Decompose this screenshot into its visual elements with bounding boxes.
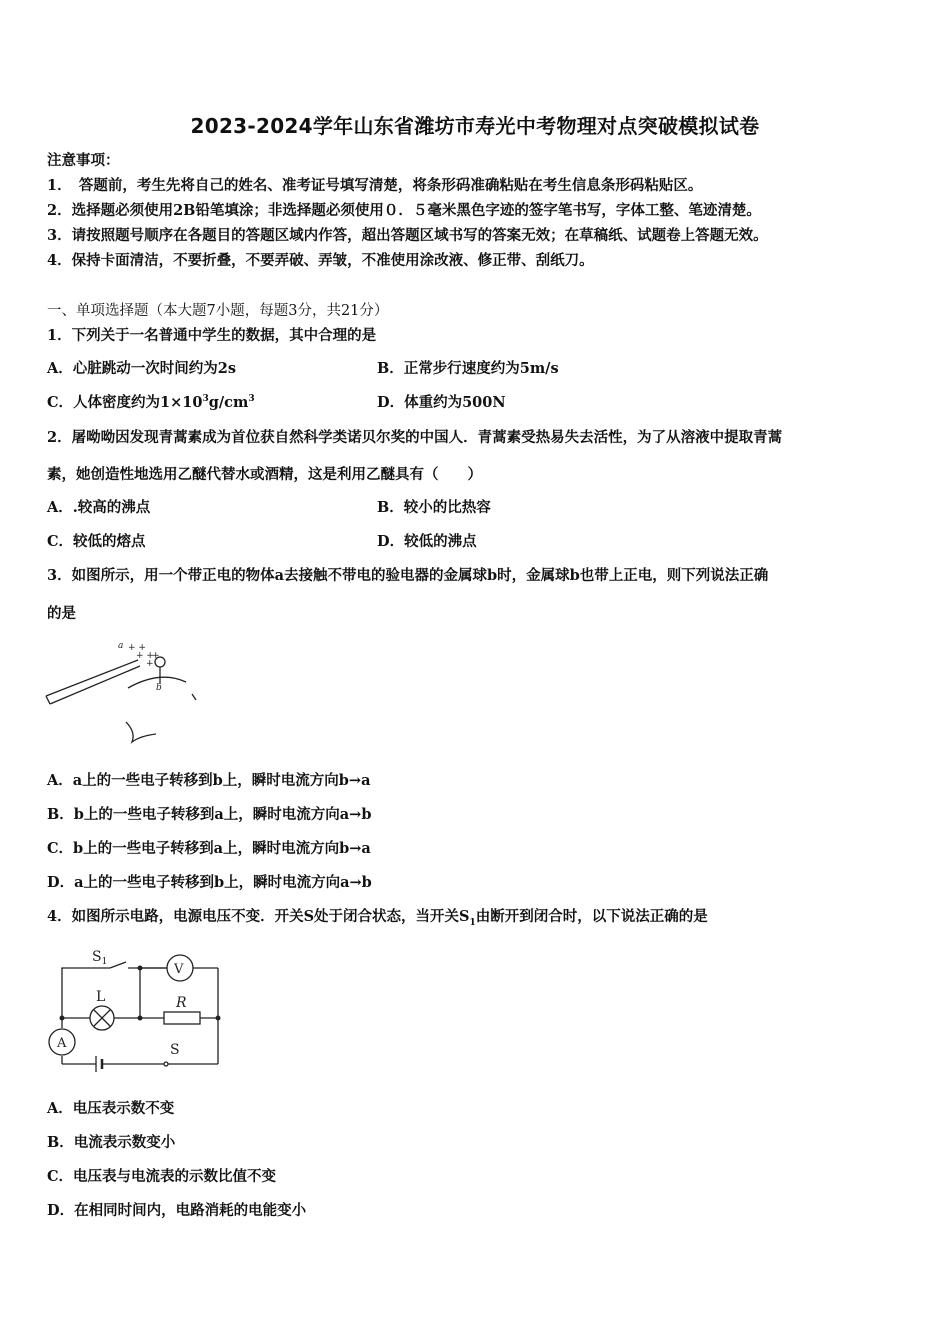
q2-option-a: A．.较高的沸点 <box>47 499 151 516</box>
q4-option-b: B．电流表示数变小 <box>47 1134 176 1151</box>
q1-option-b: B．正常步行速度约为5m/s <box>377 360 559 377</box>
rod-edge-top <box>46 660 138 696</box>
plus-sign: + + <box>136 651 154 661</box>
q3-stem-line1: 3．如图所示，用一个带正电的物体a去接触不带电的验电器的金属球b时，金属球b也带上正电，则下列说法正确 <box>47 567 769 584</box>
notice-item: 2．选择题必须使用2B铅笔填涂；非选择题必须使用０．５毫米黑色字迹的签字笔书写，字体工整、笔迹清楚。 <box>47 202 761 219</box>
q3-option-b: B．b上的一些电子转移到a上，瞬时电流方向a→b <box>47 806 372 823</box>
q2-stem-line1: 2．屠呦呦因发现青蒿素成为首位获自然科学类诺贝尔奖的中国人．青蒿素受热易失去活性，为了从溶液中提取青蒿 <box>47 429 783 446</box>
resistor-r <box>164 1012 200 1024</box>
q2-stem-line2: 素，她创造性地选用乙醚代替水或酒精，这是利用乙醚具有（ ） <box>47 466 482 483</box>
label-l: L <box>96 989 106 1005</box>
label-s: S <box>170 1042 180 1058</box>
notice-item: 1． 答题前，考生先将自己的姓名、准考证号填写清楚，将条形码准确粘贴在考生信息条形码粘贴区。 <box>47 177 703 194</box>
label-b: b <box>156 683 162 693</box>
label-a: A <box>57 1036 67 1051</box>
q2-option-c: C．较低的熔点 <box>47 533 146 550</box>
notice-item: 3．请按照题号顺序在各题目的答题区域内作答，超出答题区域书写的答案无效；在草稿纸、试题卷上答题无效。 <box>47 227 768 244</box>
q3-option-d: D．a上的一些电子转移到b上，瞬时电流方向a→b <box>47 874 372 891</box>
circuit-figure <box>40 942 240 1082</box>
rod-edge-bottom <box>50 666 140 704</box>
q2-option-d: D．较低的沸点 <box>377 533 477 550</box>
q4-option-c: C．电压表与电流表的示数比值不变 <box>47 1168 277 1185</box>
section-heading: 一、单项选择题（本大题7小题，每题3分，共21分） <box>47 303 389 319</box>
label-r: R <box>176 995 187 1011</box>
q1-option-a: A．心脏跳动一次时间约为2s <box>47 360 237 377</box>
q1-option-d: D．体重约为500N <box>377 394 506 411</box>
electroscope-figure <box>40 636 210 756</box>
notice-item: 4．保持卡面清洁，不要折叠，不要弄破、弄皱，不准使用涂改液、修正带、刮纸刀。 <box>47 252 594 269</box>
plus-sign: + <box>146 659 154 669</box>
page-title: 2023-2024学年山东省潍坊市寿光中考物理对点突破模拟试卷 <box>190 114 760 138</box>
svg-text:S1 <box>92 949 107 967</box>
plus-sign: + + <box>128 643 146 653</box>
switch-s-contact <box>164 1062 168 1066</box>
notice-heading: 注意事项： <box>47 152 120 169</box>
switch-s1 <box>110 962 126 968</box>
label-v: V <box>174 962 184 977</box>
label-s1: S <box>92 949 102 965</box>
q4-stem: 4．如图所示电路，电源电压不变．开关S处于闭合状态，当开关$S_1$由断开到闭合时，以下说法正确的是 <box>47 908 708 928</box>
q1-stem: 1．下列关于一名普通中学生的数据，其中合理的是 <box>47 327 377 344</box>
label-s1-sub: 1 <box>101 957 108 967</box>
label-a: a <box>118 641 124 651</box>
q1-option-c: C．人体密度约为$1\times 10^3g/cm^3$ <box>47 394 255 411</box>
q3-option-a: A．a上的一些电子转移到b上，瞬时电流方向b→a <box>47 772 371 789</box>
q2-option-b: B．较小的比热容 <box>377 499 491 516</box>
q4-option-a: A．电压表示数不变 <box>47 1100 175 1117</box>
q3-option-c: C．b上的一些电子转移到a上，瞬时电流方向b→a <box>47 840 371 857</box>
q4-option-d: D．在相同时间内，电路消耗的电能变小 <box>47 1202 307 1219</box>
q3-stem-line2: 的是 <box>47 605 76 622</box>
plus-sign: + <box>152 651 160 661</box>
electroscope-leaves <box>126 722 156 742</box>
